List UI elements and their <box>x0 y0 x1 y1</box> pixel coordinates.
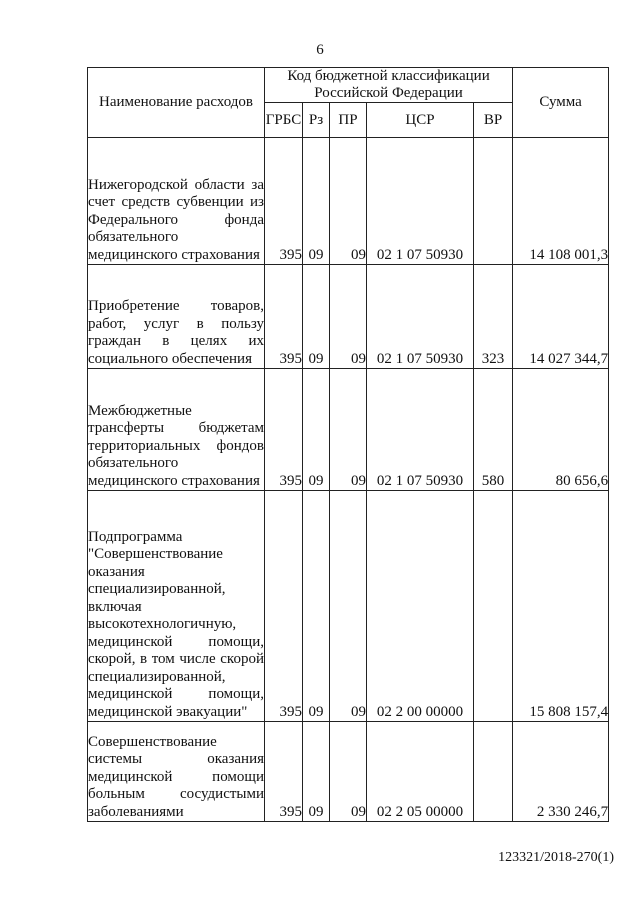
row-csr: 02 1 07 50930 <box>367 138 474 265</box>
row-rz: 09 <box>303 369 330 491</box>
row-sum: 14 027 344,7 <box>513 265 609 369</box>
table-row <box>88 138 609 265</box>
budget-table <box>87 67 609 822</box>
row-grbs: 395 <box>265 491 303 722</box>
header-grbs: ГРБС <box>265 103 303 138</box>
row-name: Межбюджетные трансферты бюджетам территориальных фондов обязательного медицинского страхования <box>88 369 265 491</box>
table-row <box>88 369 609 491</box>
row-csr: 02 1 07 50930 <box>367 265 474 369</box>
row-pr: 09 <box>330 491 367 722</box>
row-csr: 02 2 00 00000 <box>367 491 474 722</box>
row-sum: 2 330 246,7 <box>513 722 609 822</box>
row-sum: 14 108 001,3 <box>513 138 609 265</box>
page-number: 6 <box>316 42 324 58</box>
row-rz: 09 <box>303 491 330 722</box>
row-vr <box>474 138 513 265</box>
row-rz: 09 <box>303 138 330 265</box>
row-name: Приобретение товаров, работ, услуг в пользу граждан в целях их социального обеспечения <box>88 265 265 369</box>
header-rz: Рз <box>303 103 330 138</box>
row-vr: 580 <box>474 369 513 491</box>
row-pr: 09 <box>330 138 367 265</box>
table-row <box>88 265 609 369</box>
row-vr: 323 <box>474 265 513 369</box>
header-csr: ЦСР <box>367 103 474 138</box>
row-grbs: 395 <box>265 265 303 369</box>
row-rz: 09 <box>303 722 330 822</box>
row-name: Совершенствование системы оказания медицинской помощи больным сосудистыми заболеваниями <box>88 722 265 822</box>
header-vr: ВР <box>474 103 513 138</box>
row-vr <box>474 491 513 722</box>
row-name: Нижегородской области за счет средств субвенции из Федерального фонда обязательного медицинского страхования <box>88 138 265 265</box>
header-sum: Сумма <box>513 68 609 138</box>
row-grbs: 395 <box>265 722 303 822</box>
row-csr: 02 1 07 50930 <box>367 369 474 491</box>
header-pr: ПР <box>330 103 367 138</box>
row-rz: 09 <box>303 265 330 369</box>
row-name: Подпрограмма "Совершенствование оказания специализированной, включая высокотехнологичную, медицинской помощи, скорой, в том числе скорой специализированной, медицинской помощи, медицинской эвакуации" <box>88 491 265 722</box>
header-code-group: Код бюджетной классификации Российской Федерации <box>265 68 513 103</box>
row-grbs: 395 <box>265 138 303 265</box>
row-sum: 15 808 157,4 <box>513 491 609 722</box>
row-pr: 09 <box>330 722 367 822</box>
header-name: Наименование расходов <box>88 68 265 138</box>
document-footer-code: 123321/2018-270(1) <box>498 850 614 865</box>
row-csr: 02 2 05 00000 <box>367 722 474 822</box>
row-pr: 09 <box>330 265 367 369</box>
row-pr: 09 <box>330 369 367 491</box>
row-vr <box>474 722 513 822</box>
table-row <box>88 722 609 822</box>
row-sum: 80 656,6 <box>513 369 609 491</box>
table-row <box>88 491 609 722</box>
row-grbs: 395 <box>265 369 303 491</box>
